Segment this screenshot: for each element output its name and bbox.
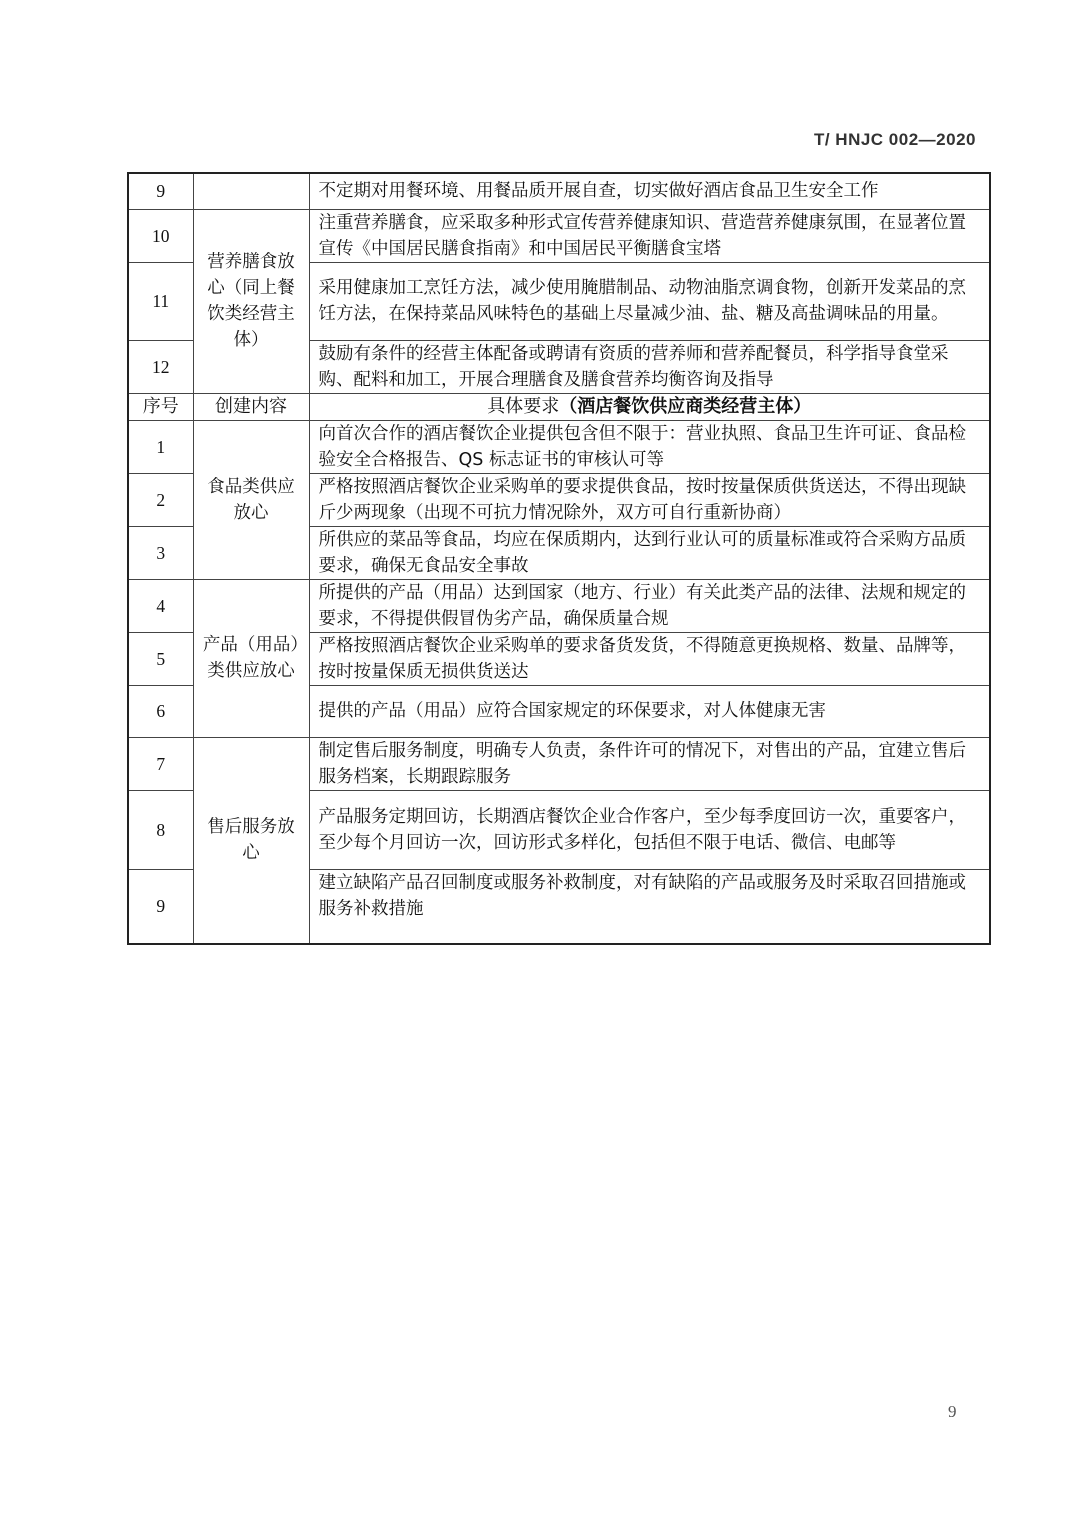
table-row: [128, 173, 990, 209]
row-number: 2: [128, 473, 193, 526]
row-number: 5: [128, 632, 193, 685]
table-row: [128, 420, 990, 473]
header-content: 创建内容: [193, 393, 309, 420]
table-row: [128, 579, 990, 632]
header-serial: 序号: [128, 393, 193, 420]
requirement-text: 向首次合作的酒店餐饮企业提供包含但不限于：营业执照、食品卫生许可证、食品检验安全合格报告、QS 标志证书的审核认可等: [309, 420, 990, 473]
row-number: 12: [128, 340, 193, 393]
requirement-text: 严格按照酒店餐饮企业采购单的要求提供食品，按时按量保质供货送达，不得出现缺斤少两现象（出现不可抗力情况除外，双方可自行重新协商）: [309, 473, 990, 526]
requirement-text: 注重营养膳食，应采取多种形式宣传营养健康知识、营造营养健康氛围，在显著位置宣传《中国居民膳食指南》和中国居民平衡膳食宝塔: [309, 209, 990, 262]
requirement-text: 所提供的产品（用品）达到国家（地方、行业）有关此类产品的法律、法规和规定的要求，不得提供假冒伪劣产品，确保质量合规: [309, 579, 990, 632]
requirement-text: 提供的产品（用品）应符合国家规定的环保要求，对人体健康无害: [309, 685, 990, 737]
requirement-text: 采用健康加工烹饪方法，减少使用腌腊制品、动物油脂烹调食物，创新开发菜品的烹饪方法，在保持菜品风味特色的基础上尽量减少油、盐、糖及高盐调味品的用量。: [309, 262, 990, 340]
header-requirements-label: 具体要求: [487, 395, 560, 417]
requirement-text: 产品服务定期回访，长期酒店餐饮企业合作客户，至少每季度回访一次，重要客户，至少每个月回访一次，回访形式多样化，包括但不限于电话、微信、电邮等: [309, 790, 990, 869]
requirement-text: 制定售后服务制度，明确专人负责，条件许可的情况下，对售出的产品，宜建立售后服务档案，长期跟踪服务: [309, 737, 990, 790]
table-row: [128, 209, 990, 262]
requirements-table: [127, 172, 991, 945]
table-row: [128, 737, 990, 790]
category-cell: 营养膳食放心（同上餐饮类经营主体）: [193, 209, 309, 393]
page-number: 9: [948, 1402, 957, 1421]
category-cell-empty: [193, 173, 309, 209]
row-number: 8: [128, 790, 193, 869]
row-number: 10: [128, 209, 193, 262]
category-cell: 食品类供应放心: [193, 420, 309, 579]
row-number: 4: [128, 579, 193, 632]
row-number: 6: [128, 685, 193, 737]
requirement-text: 严格按照酒店餐饮企业采购单的要求备货发货，不得随意更换规格、数量、品牌等，按时按量保质无损供货送达: [309, 632, 990, 685]
table-header-row: [128, 393, 990, 420]
category-cell: 售后服务放心: [193, 737, 309, 944]
row-number: 9: [128, 173, 193, 209]
requirement-text: 所供应的菜品等食品，均应在保质期内，达到行业认可的质量标准或符合采购方品质要求，确保无食品安全事故: [309, 526, 990, 579]
row-number: 11: [128, 262, 193, 340]
requirement-text: 不定期对用餐环境、用餐品质开展自查，切实做好酒店食品卫生安全工作: [309, 173, 990, 209]
requirement-text: 鼓励有条件的经营主体配备或聘请有资质的营养师和营养配餐员，科学指导食堂采购、配料和加工，开展合理膳食及膳食营养均衡咨询及指导: [309, 340, 990, 393]
requirement-text: 建立缺陷产品召回制度或服务补救制度，对有缺陷的产品或服务及时采取召回措施或服务补救措施: [309, 869, 990, 944]
row-number: 9: [128, 869, 193, 944]
row-number: 7: [128, 737, 193, 790]
row-number: 3: [128, 526, 193, 579]
row-number: 1: [128, 420, 193, 473]
category-cell: 产品（用品）类供应放心: [193, 579, 309, 737]
document-code: T/ HNJC 002—2020: [813, 130, 976, 149]
header-requirements: [309, 393, 990, 420]
header-requirements-subject: （酒店餐饮供应商类经营主体）: [559, 395, 812, 417]
